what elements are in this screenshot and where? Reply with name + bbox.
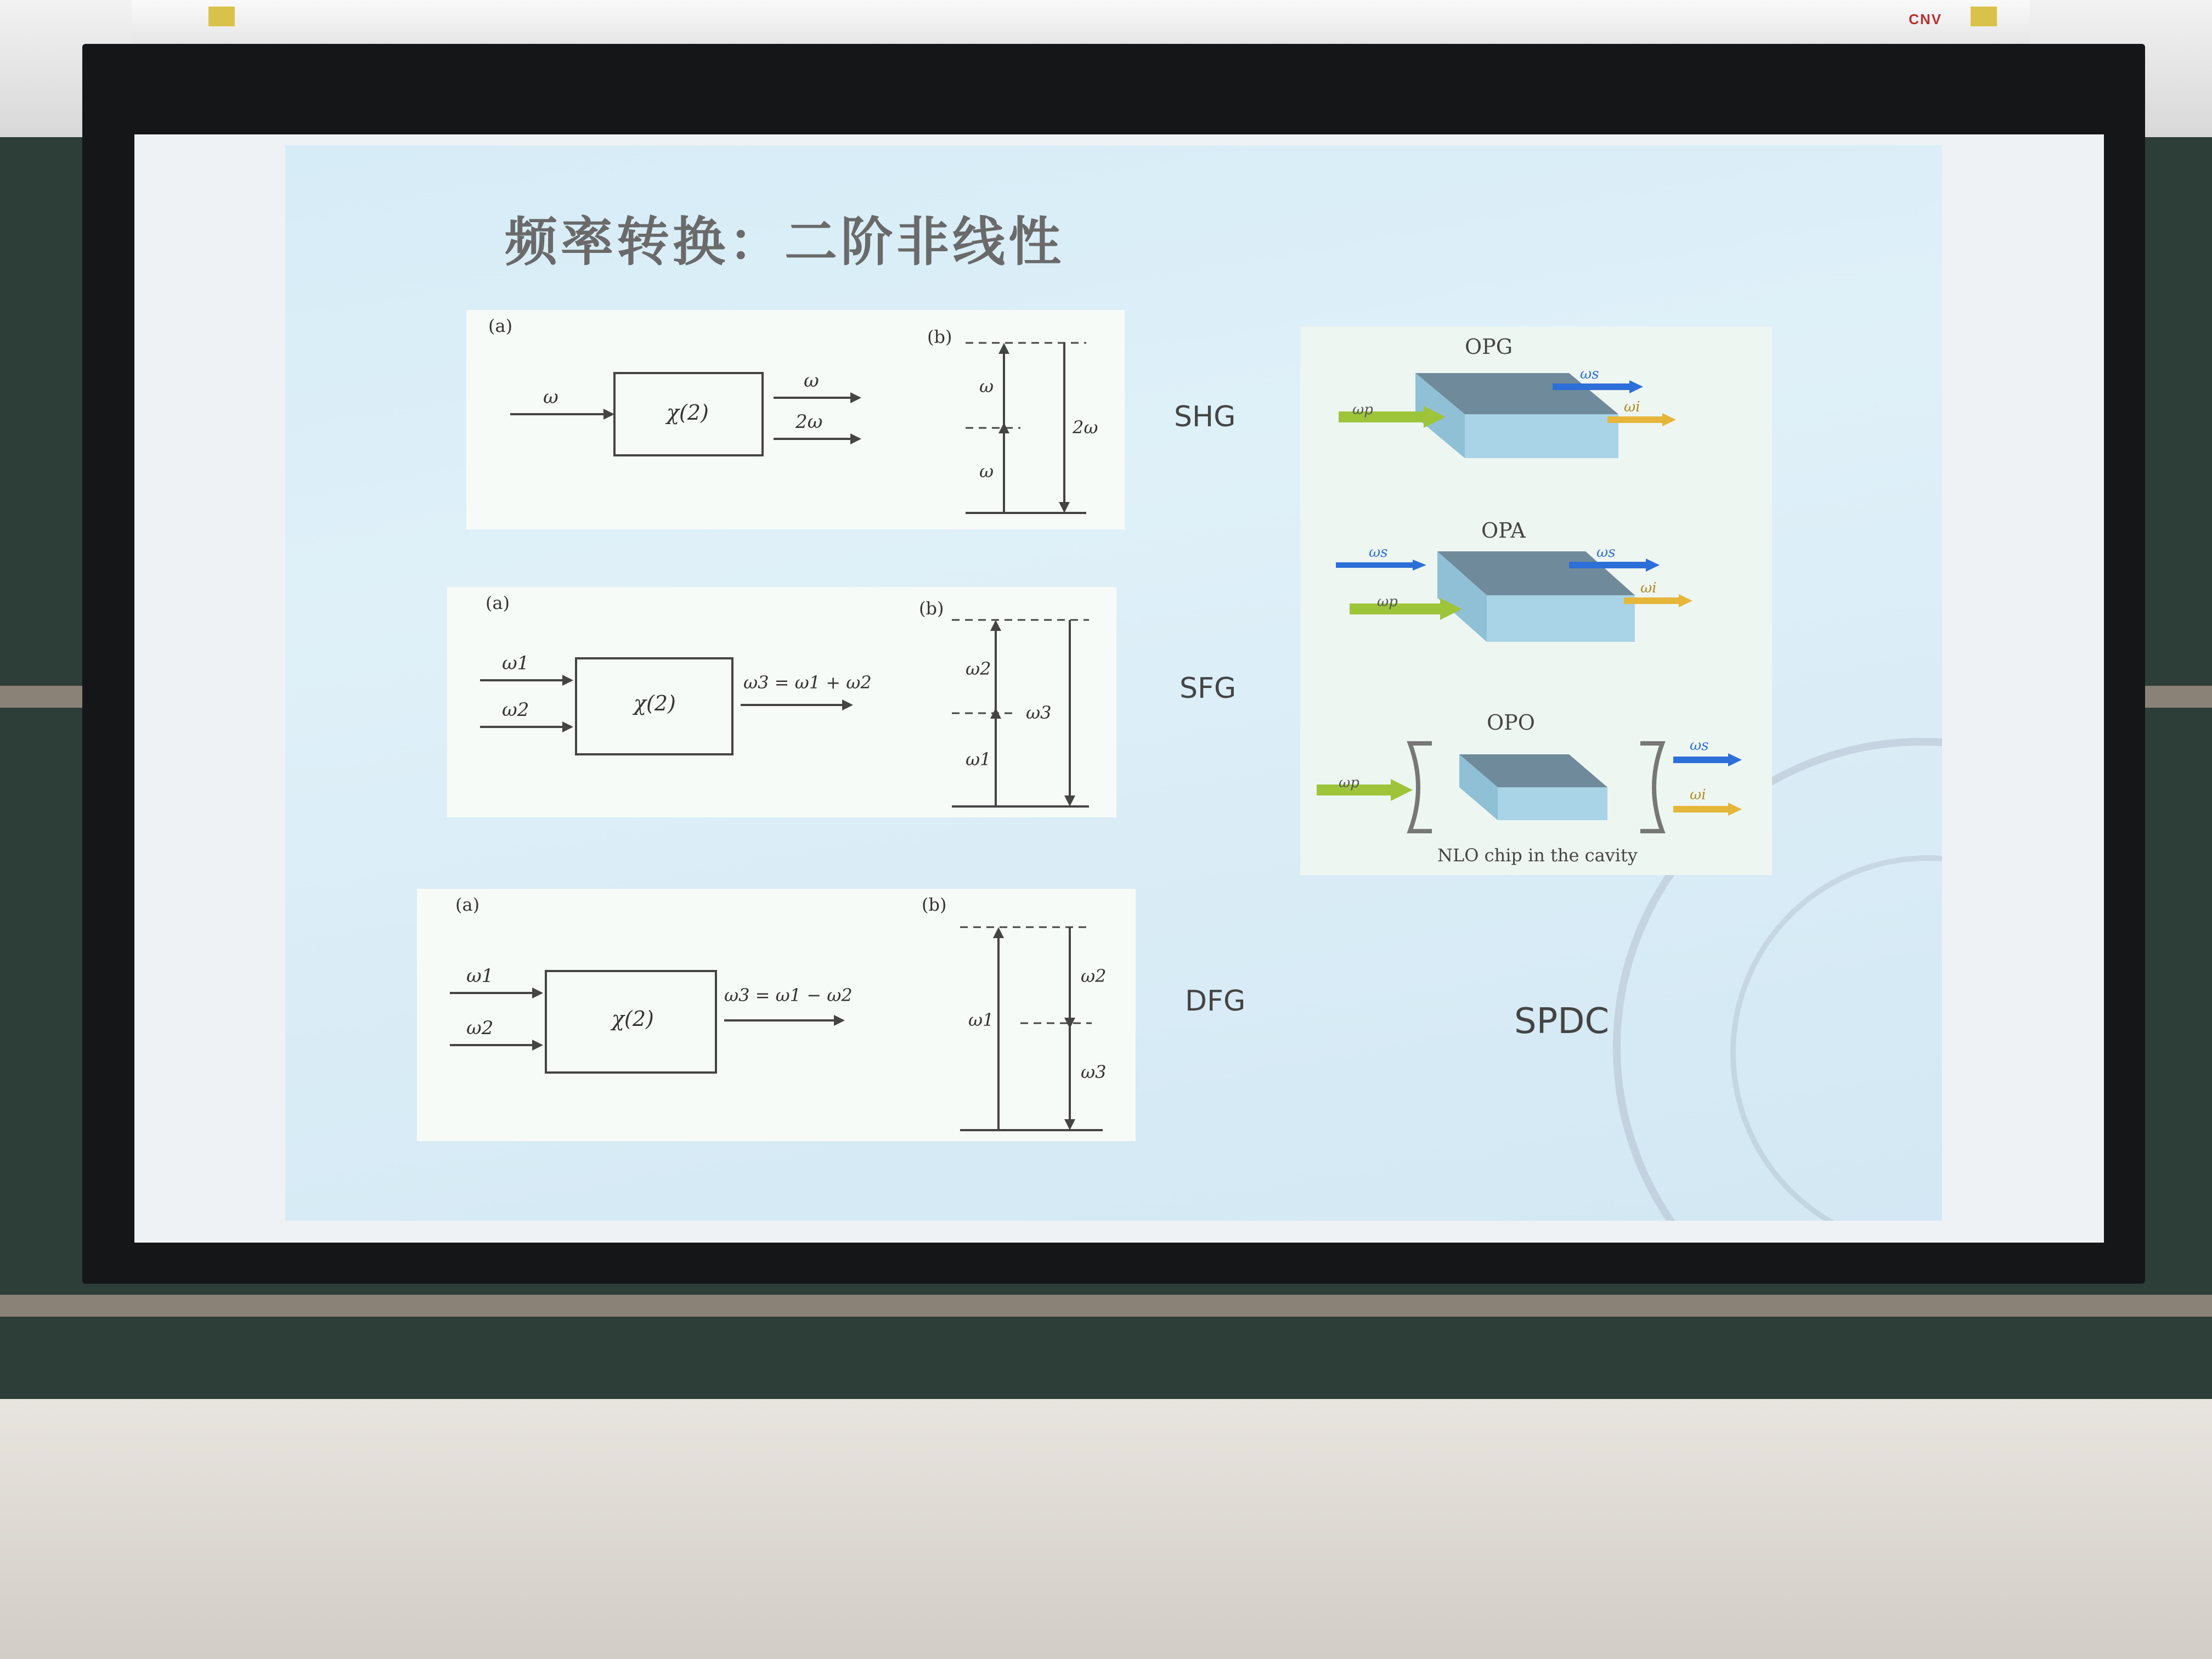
opo-mirror-right [1640,743,1662,831]
case-brand: CNV [1909,11,1942,27]
board-rail [0,1295,2212,1317]
sfg-level-1: ω1 [966,749,991,770]
sfg-level-2: ω2 [966,658,991,679]
sfg-input-1-label: ω1 [502,652,529,674]
sfg-b-label: (b) [919,598,944,619]
opo-crystal-front [1498,787,1607,820]
dfg-b-label: (b) [922,894,947,915]
slide-title: 频率转换：二阶非线性 [505,211,1064,273]
opo-pump-arrow [1391,779,1413,801]
seal-inner-ring [1730,855,1942,1221]
wall-below [0,1399,2212,1659]
dfg-label: DFG [1185,985,1246,1018]
dfg-input-2-label: ω2 [466,1017,494,1039]
dfg-panel [417,889,1136,1141]
opa-omega-p: ωp [1377,594,1398,610]
opa-omega-s-out: ωs [1596,544,1616,561]
opg-omega-p: ωp [1352,402,1373,418]
shg-diagram [466,310,1125,529]
sfg-a-label: (a) [486,592,510,613]
dfg-input-1-label: ω1 [466,965,494,987]
opo-mirror-left [1410,743,1432,831]
opg-omega-s: ωs [1580,366,1599,382]
opo-signal-arrow [1728,753,1742,766]
opg-omega-i: ωi [1624,399,1640,415]
opo-omega-s: ωs [1690,737,1709,754]
dfg-chi-label: χ(2) [612,1007,654,1031]
sfg-output-label: ω3 = ω1 + ω2 [743,672,872,693]
opa-omega-s-in: ωs [1369,544,1388,561]
sfg-level-3: ω3 [1026,702,1052,723]
sfg-diagram [447,587,1116,817]
optical-parametric-diagram [1300,326,1772,875]
opa-crystal-front [1487,595,1635,642]
opa-idler-arrow [1679,594,1692,607]
shg-a-label: (a) [488,315,513,336]
slide [285,145,1942,1221]
sfg-label: SFG [1180,672,1237,705]
dfg-a-label: (a) [455,894,480,915]
opa-omega-i: ωi [1640,580,1657,596]
shg-b-label: (b) [927,326,952,347]
opo-label: OPO [1487,710,1535,735]
shg-input-arrowhead [603,409,614,420]
sfg-input-2-label: ω2 [502,699,529,721]
shg-chi-label: χ(2) [667,400,709,425]
shg-panel [466,310,1125,529]
opg-signal-arrow [1629,380,1643,393]
sfg-chi-label: χ(2) [634,691,676,715]
opa-label: OPA [1481,518,1526,543]
opg-label: OPG [1465,335,1513,359]
dfg-level-2: ω2 [1081,966,1107,986]
sfg-panel [447,587,1116,817]
opa-signal-in-arrow [1413,560,1426,571]
optical-parametric-panel [1300,326,1772,875]
shg-input-label: ω [543,386,558,408]
shg-level-total: 2ω [1073,417,1098,438]
opo-caption: NLO chip in the cavity [1437,845,1638,866]
case-sticker [208,7,235,26]
opg-crystal-front [1465,414,1618,458]
dfg-output-label: ω3 = ω1 − ω2 [724,985,853,1006]
shg-output-2-label: 2ω [795,411,823,433]
dfg-level-1: ω1 [968,1009,994,1030]
shg-label: SHG [1174,400,1236,433]
opo-omega-i: ωi [1690,787,1706,803]
case-sticker [1971,7,1997,26]
shg-level-high: ω [979,376,994,397]
opo-omega-p: ωp [1339,775,1359,791]
spdc-label: SPDC [1514,1001,1610,1042]
dfg-diagram [417,889,1136,1141]
shg-output-1-label: ω [804,370,819,392]
dfg-level-3: ω3 [1081,1062,1107,1082]
opo-idler-arrow [1728,803,1742,816]
shg-level-low: ω [979,461,994,482]
opa-signal-out-arrow [1646,558,1660,572]
opg-idler-arrow [1662,413,1676,426]
